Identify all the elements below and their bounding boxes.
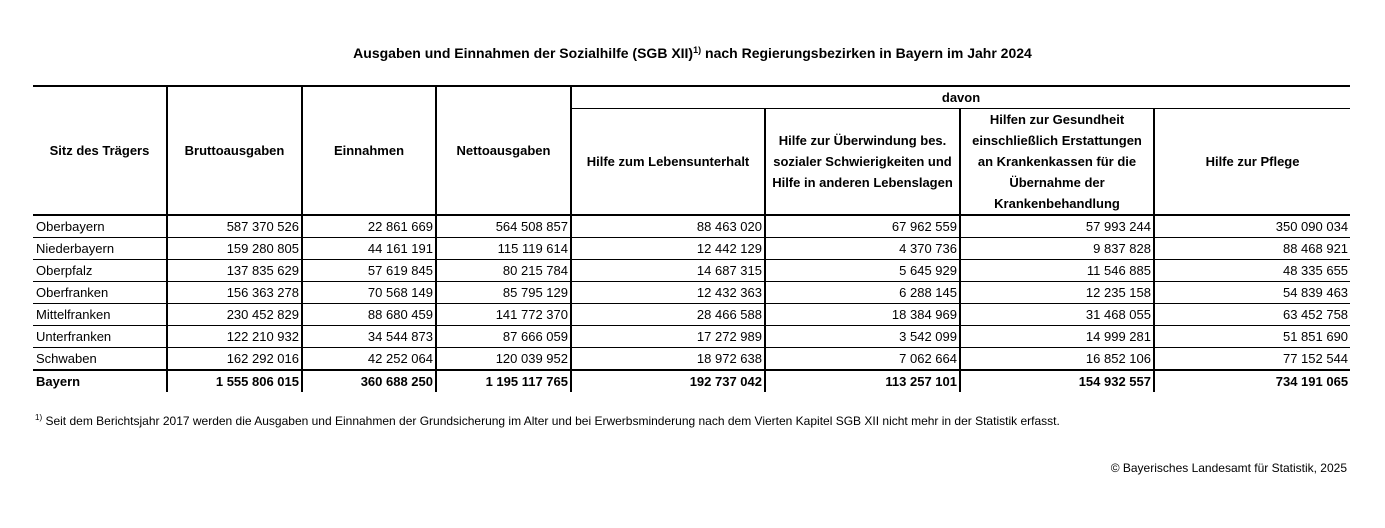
table-row <box>33 238 1350 260</box>
header-bruttoausgaben: Bruttoausgaben <box>167 86 302 215</box>
cell-gesundheit: 14 999 281 <box>960 326 1154 348</box>
cell-brutto: 137 835 629 <box>167 260 302 282</box>
row-name: Oberfranken <box>33 282 167 304</box>
total-name: Bayern <box>33 370 167 392</box>
cell-gesundheit: 57 993 244 <box>960 215 1154 238</box>
total-pflege: 734 191 065 <box>1154 370 1350 392</box>
cell-einnahmen: 42 252 064 <box>302 348 436 371</box>
total-gesundheit: 154 932 557 <box>960 370 1154 392</box>
cell-ueberwindung: 4 370 736 <box>765 238 960 260</box>
cell-gesundheit: 12 235 158 <box>960 282 1154 304</box>
footnote <box>35 414 1060 428</box>
cell-netto: 115 119 614 <box>436 238 571 260</box>
title-text-rest: nach Regierungsbezirken in Bayern im Jahr 2024 <box>701 45 1032 61</box>
copyright-notice: © Bayerisches Landesamt für Statistik, 2025 <box>1110 461 1347 475</box>
statistics-table <box>33 85 1350 392</box>
total-einnahmen: 360 688 250 <box>302 370 436 392</box>
table-total-row <box>33 370 1350 392</box>
cell-netto: 87 666 059 <box>436 326 571 348</box>
header-lebensunterhalt: Hilfe zum Lebensunterhalt <box>571 109 765 216</box>
cell-netto: 120 039 952 <box>436 348 571 371</box>
table-row <box>33 215 1350 238</box>
cell-lebensunterhalt: 88 463 020 <box>571 215 765 238</box>
table-row <box>33 326 1350 348</box>
cell-brutto: 159 280 805 <box>167 238 302 260</box>
row-name: Niederbayern <box>33 238 167 260</box>
cell-brutto: 162 292 016 <box>167 348 302 371</box>
cell-pflege: 54 839 463 <box>1154 282 1350 304</box>
footnote-marker: 1) <box>35 413 43 422</box>
cell-brutto: 122 210 932 <box>167 326 302 348</box>
header-sitz: Sitz des Trägers <box>49 143 150 158</box>
cell-einnahmen: 44 161 191 <box>302 238 436 260</box>
cell-ueberwindung: 3 542 099 <box>765 326 960 348</box>
row-name: Oberpfalz <box>33 260 167 282</box>
cell-ueberwindung: 6 288 145 <box>765 282 960 304</box>
total-brutto: 1 555 806 015 <box>167 370 302 392</box>
table-row <box>33 260 1350 282</box>
total-ueberwindung: 113 257 101 <box>765 370 960 392</box>
row-name: Unterfranken <box>33 326 167 348</box>
table-row <box>33 348 1350 371</box>
row-name: Mittelfranken <box>33 304 167 326</box>
cell-brutto: 230 452 829 <box>167 304 302 326</box>
cell-netto: 141 772 370 <box>436 304 571 326</box>
cell-ueberwindung: 5 645 929 <box>765 260 960 282</box>
cell-pflege: 63 452 758 <box>1154 304 1350 326</box>
header-einnahmen: Einnahmen <box>302 86 436 215</box>
row-name: Schwaben <box>36 351 97 366</box>
cell-pflege: 48 335 655 <box>1154 260 1350 282</box>
cell-lebensunterhalt: 28 466 588 <box>571 304 765 326</box>
cell-gesundheit: 9 837 828 <box>960 238 1154 260</box>
cell-gesundheit: 31 468 055 <box>960 304 1154 326</box>
cell-ueberwindung: 7 062 664 <box>765 348 960 371</box>
table-row <box>33 304 1350 326</box>
row-name: Oberbayern <box>33 215 167 238</box>
cell-netto: 85 795 129 <box>436 282 571 304</box>
cell-pflege: 350 090 034 <box>1154 215 1350 238</box>
cell-netto: 80 215 784 <box>436 260 571 282</box>
title-text: Ausgaben und Einnahmen der Sozialhilfe (SGB XII) <box>353 45 694 61</box>
cell-einnahmen: 88 680 459 <box>302 304 436 326</box>
header-ueberwindung: Hilfe zur Überwindung bes. sozialer Schwierigkeiten und Hilfe in anderen Lebenslagen <box>765 109 960 216</box>
cell-lebensunterhalt: 18 972 638 <box>571 348 765 371</box>
cell-gesundheit: 11 546 885 <box>960 260 1154 282</box>
cell-gesundheit: 16 852 106 <box>960 348 1154 371</box>
header-gesundheit: Hilfen zur Gesundheit einschließlich Erstattungen an Krankenkassen für die Übernahme der Krankenbehandlung <box>960 109 1154 216</box>
cell-pflege: 88 468 921 <box>1154 238 1350 260</box>
cell-einnahmen: 34 544 873 <box>302 326 436 348</box>
cell-lebensunterhalt: 12 442 129 <box>571 238 765 260</box>
cell-brutto: 156 363 278 <box>167 282 302 304</box>
cell-ueberwindung: 18 384 969 <box>765 304 960 326</box>
cell-brutto: 587 370 526 <box>167 215 302 238</box>
cell-pflege: 77 152 544 <box>1154 348 1350 371</box>
cell-einnahmen: 70 568 149 <box>302 282 436 304</box>
cell-ueberwindung: 67 962 559 <box>765 215 960 238</box>
footnote-text: Seit dem Berichtsjahr 2017 werden die Ausgaben und Einnahmen der Grundsicherung im Alter und bei Erwerbsminderung nach dem Vierten Kapitel SGB XII nicht mehr in der Statistik erfasst. <box>42 414 1060 428</box>
page-title <box>0 45 1385 61</box>
table-row <box>33 282 1350 304</box>
header-nettoausgaben: Nettoausgaben <box>436 86 571 215</box>
cell-pflege: 51 851 690 <box>1154 326 1350 348</box>
cell-netto: 564 508 857 <box>436 215 571 238</box>
total-netto: 1 195 117 765 <box>436 370 571 392</box>
title-footnote-marker: 1) <box>693 45 702 55</box>
cell-lebensunterhalt: 12 432 363 <box>571 282 765 304</box>
header-davon: davon <box>571 86 1350 109</box>
header-pflege: Hilfe zur Pflege <box>1154 109 1350 216</box>
cell-einnahmen: 57 619 845 <box>302 260 436 282</box>
cell-lebensunterhalt: 14 687 315 <box>571 260 765 282</box>
cell-lebensunterhalt: 17 272 989 <box>571 326 765 348</box>
total-lebensunterhalt: 192 737 042 <box>571 370 765 392</box>
cell-einnahmen: 22 861 669 <box>302 215 436 238</box>
